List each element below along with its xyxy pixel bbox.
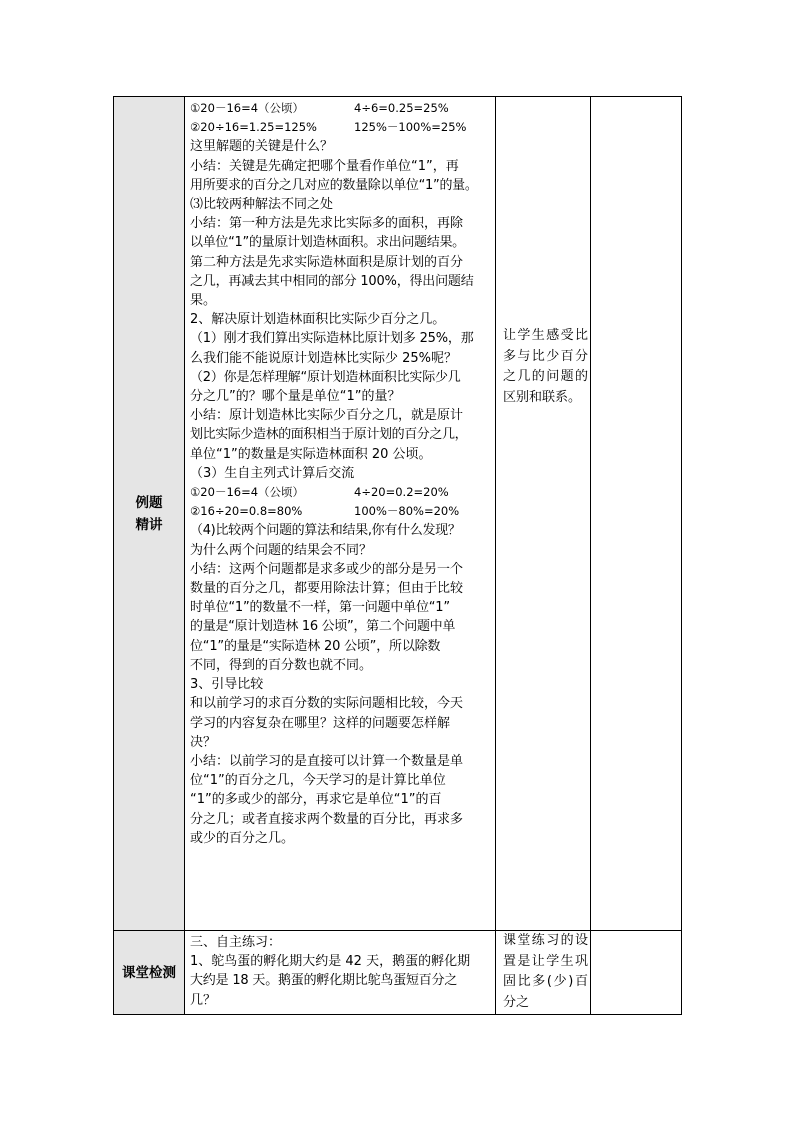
design-purpose-cell [496,931,591,1015]
section-label-line: 课堂检测 [122,964,176,981]
content-line: 分之几”的？哪个量是单位“1”的量？ [190,389,401,405]
content-line: 位“1”的百分之几，今天学习的是计算比单位 [190,773,446,789]
content-line: “1”的多或少的部分，再求它是单位“1”的百 [190,792,442,808]
teaching-content-cell [185,97,496,931]
content-line: 果。 [190,293,217,309]
content-line: 三、自主练习： [190,935,282,950]
content-line: 这里解题的关键是什么？ [190,139,334,155]
section-label-class-check [114,931,185,1015]
content-line: 单位“1”的数量是实际造林面积 20 公顷。 [190,446,432,462]
row-example-explanation [114,97,682,931]
content-line: 第二种方法是先求实际造林面积是原计划的百分 [190,254,464,270]
formula-line: ①20－16=4（公顷） 4÷20=0.2=20% [190,485,449,500]
content-line: （2）你是怎样理解“原计划造林面积比实际少几 [190,369,461,385]
content-line: （3）生自主列式计算后交流 [190,465,355,481]
content-line: 和以前学习的求百分数的实际问题相比较，今天 [190,696,464,712]
content-line: （1）刚才我们算出实际造林比原计划多 25%，那 [190,331,474,347]
content-line: 为什么两个问题的结果会不同？ [190,542,373,558]
section-label-example-explanation [114,97,185,931]
design-purpose-text: 课堂练习的设置是让学生巩固比多(少)百分之 [503,933,588,1010]
content-line: 小结：原计划造林比实际少百分之几，就是原计 [190,408,464,424]
content-line: 数量的百分之几，都要用除法计算；但由于比较 [190,581,464,597]
design-purpose-text: 让学生感受比多与比少百分之几的问题的区别和联系。 [503,328,588,405]
content-line: 学习的内容复杂在哪里？这样的问题要怎样解 [190,715,451,731]
content-line: 小结：关键是先确定把哪个量看作单位“1”，再 [190,158,459,174]
content-line: ⑶比较两种解法不同之处 [190,197,334,213]
content-line: 不同，得到的百分数也就不同。 [190,657,373,673]
content-line: 用所要求的百分之几对应的数量除以单位“1”的量。 [190,177,478,193]
teaching-content-cell [185,931,496,1015]
content-line: 小结：第一种方法是先求比实际多的面积，再除 [190,216,464,232]
formula-line: ①20－16=4（公顷） 4÷6=0.25=25% [190,101,449,115]
content-line: 划比实际少造林的面积相当于原计划的百分之几， [190,427,468,443]
content-line: 或少的百分之几。 [190,830,295,846]
formula-line: ②20÷16=1.25=125% 125%－100%=25% [190,120,467,135]
content-line: 1、鸵鸟蛋的孵化期大约是 42 天，鹅蛋的孵化期 [190,954,471,970]
formula-line: ②16÷20=0.8=80% 100%－80%=20% [190,504,460,519]
content-line: 决？ [190,734,217,750]
content-line: 位“1”的量是“实际造林 20 公顷”，所以除数 [190,638,441,654]
content-line: 么我们能不能说原计划造林比实际少 25%呢？ [190,350,458,366]
content-line: 时单位“1”的数量不一样，第一问题中单位“1” [190,600,450,616]
content-line: 3、引导比较 [190,677,264,693]
notes-cell [591,97,682,931]
content-line: 的量是“原计划造林 16 公顷”，第二个问题中单 [190,619,456,635]
section-label-line: 例题 [135,494,163,511]
content-line: 以单位“1”的量原计划造林面积。求出问题结果。 [190,235,465,251]
content-line: 之几，再减去其中相同的部分 100%，得出问题结 [190,273,474,289]
content-line: 几？ [190,992,217,1008]
notes-cell [591,931,682,1015]
section-label-line: 精讲 [135,516,163,533]
content-line: 大约是 18 天。鹅蛋的孵化期比鸵鸟蛋短百分之 [190,973,458,989]
content-line: （4)比较两个问题的算法和结果,你有什么发现？ [190,523,461,539]
lesson-plan-table [113,96,682,1015]
content-line: 2、解决原计划造林面积比实际少百分之几。 [190,312,446,328]
content-line: 小结：这两个问题都是求多或少的部分是另一个 [190,561,464,577]
design-purpose-cell [496,97,591,931]
content-line: 小结：以前学习的是直接可以计算一个数量是单 [190,753,464,769]
content-line: 分之几；或者直接求两个数量的百分比，再求多 [190,811,464,827]
row-class-check [114,931,682,1015]
